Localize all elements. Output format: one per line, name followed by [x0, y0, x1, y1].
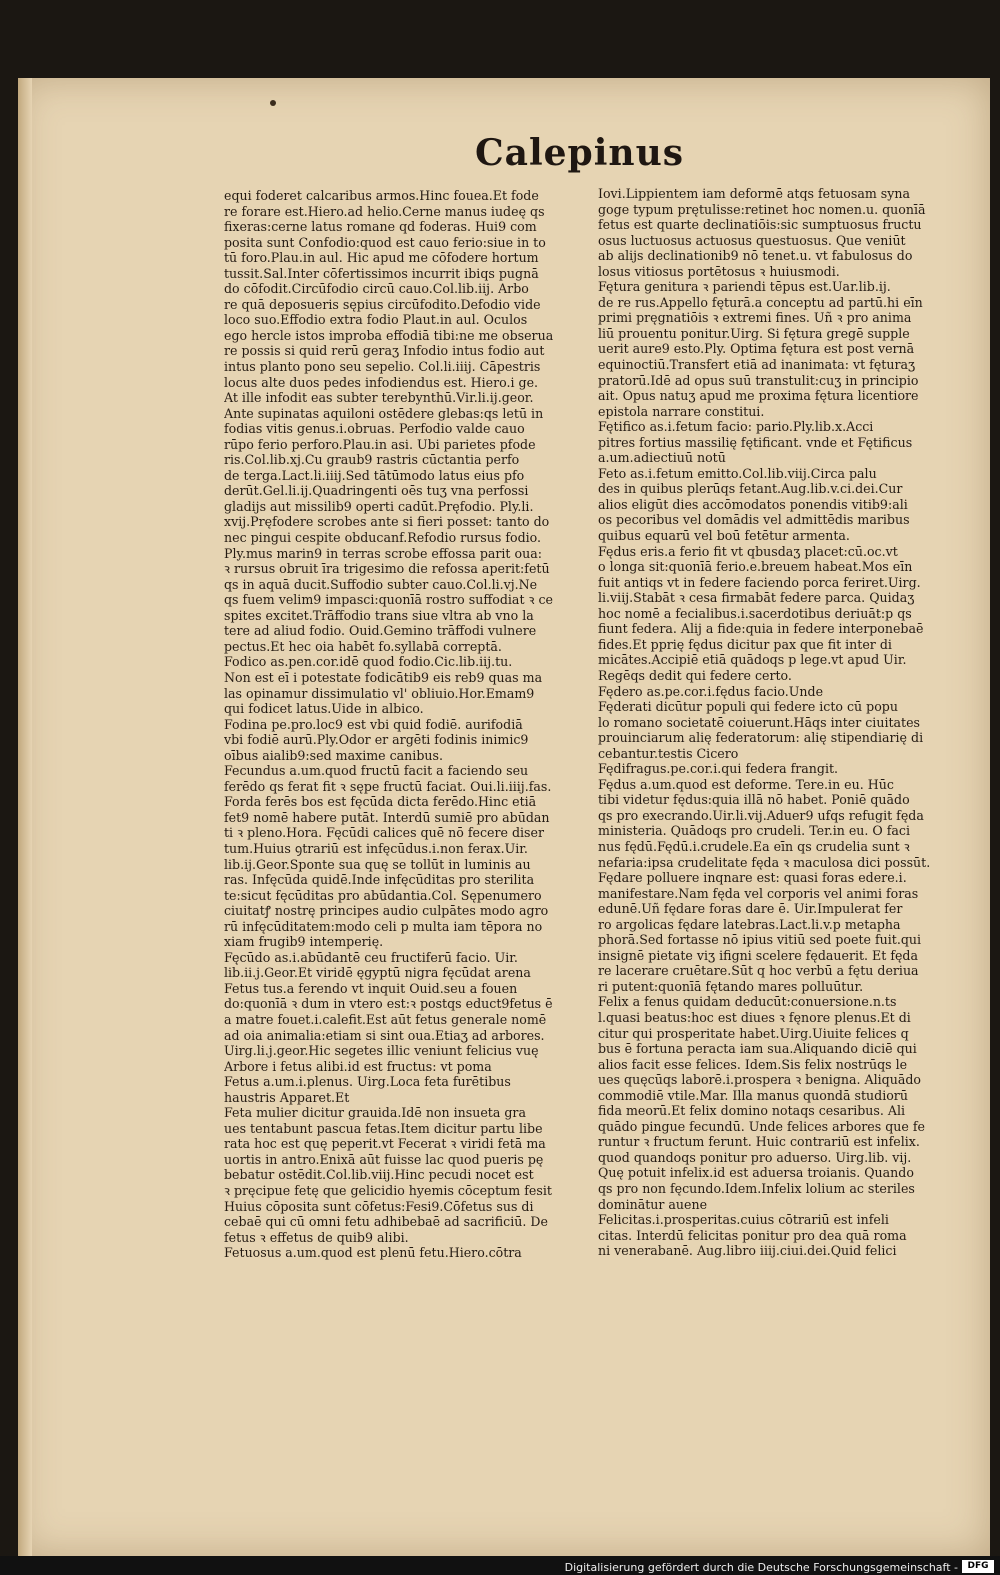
- text-line: ad oia animalia:etiam si sint oua.Etiaʒ ad arbores.: [224, 1027, 545, 1043]
- text-line: l.quasi beatus:hoc est diues ꝛ fęnore plenus.Et di: [598, 1009, 911, 1025]
- text-line: Forda ferēs bos est fęcūda dicta ferēdo.Hinc etiā: [224, 794, 537, 810]
- text-line: equi foderet calcaribus armos.Hinc fouea.Et fode: [224, 188, 539, 203]
- text-line: Fodico as.pen.cor.idē quod fodio.Cic.lib.iij.tu.: [224, 654, 513, 670]
- text-line: qs fuem velim9 impasci:quonīā rostro suffodiat ꝛ ce: [224, 592, 553, 608]
- text-line: Arbore i fetus alibi.id est fructus: vt poma: [224, 1058, 492, 1074]
- text-line: vbi fodiē aurū.Ply.Odor er argēti fodinis inimic9: [224, 732, 529, 748]
- text-line: rata hoc est quę peperit.vt Fecerat ꝛ viridi fetā ma: [224, 1136, 546, 1152]
- text-line: ciuitatꝭ nostrę principes audio culpātes modo agro: [224, 903, 549, 919]
- text-line: uortis in antro.Enixā aūt fuisse lac quod pueris pę: [224, 1151, 544, 1167]
- text-line: lo romano societatē coiuerunt.Hāqs inter ciuitates: [598, 714, 921, 730]
- text-line: de terga.Lact.li.iiij.Sed tātūmodo latus eius pfo: [224, 467, 525, 483]
- text-line: Fętifico as.i.fetum facio: pario.Ply.lib.x.Acci: [598, 419, 874, 435]
- text-line: edunē.Uñ fędare foras dare ē. Uir.Impulerat fer: [598, 901, 903, 917]
- text-line: a matre fouet.i.calefit.Est aūt fetus generale nomē: [224, 1011, 547, 1027]
- text-line: ꝛ pręcipue fetę que gelicidio hyemis cōceptum fesit: [224, 1183, 552, 1198]
- text-line: Fetus a.um.i.plenus. Uirg.Loca feta furētibus: [224, 1074, 511, 1090]
- text-line: Fęcūdo as.i.abūdantē ceu fructiferū facio. Uir.: [224, 949, 518, 965]
- text-line: las opinamur dissimulatio vl' obliuio.Hor.Emam9: [224, 685, 535, 701]
- text-line: tussit.Sal.Inter cōfertissimos incurrit ibiqs pugnā: [224, 265, 539, 281]
- text-line: a.um.adiectiuū notū: [598, 450, 726, 466]
- text-line: li.viij.Stabāt ꝛ cesa firmabāt federe parca. Quidaʒ: [598, 590, 915, 606]
- text-line: epistola narrare constitui.: [598, 403, 765, 419]
- text-line: fuit antiqs vt in federe faciendo porca feriret.Uirg.: [598, 574, 921, 590]
- text-line: fetus est quarte declinatiōis:sic sumptuosus fructu: [598, 217, 922, 233]
- text-line: insignē pietate viʒ ifigni scelere fędauerit. Et fęda: [598, 947, 919, 963]
- text-line: Fędus a.um.quod est deforme. Tere.in eu. Hūc: [598, 776, 894, 792]
- text-line: ait. Opus natuʒ apud me proxima fętura licentiore: [598, 388, 919, 404]
- text-line: xvij.Pręfodere scrobes ante si fieri posset: tanto do: [224, 514, 550, 530]
- text-line: Ply.mus marin9 in terras scrobe effossa parit oua:: [224, 545, 542, 561]
- text-line: goge typum prętulisse:retinet hoc nomen.u. quonīā: [598, 201, 926, 217]
- text-line: runtur ꝛ fructum ferunt. Huic contrariū est infelix.: [598, 1134, 920, 1150]
- text-line: lib.ii.j.Geor.Et viridē ęgyptū nigra fęcūdat arena: [224, 965, 531, 981]
- text-line: pectus.Et hec oia habēt fo.syllabā correptā.: [224, 638, 502, 654]
- text-line: ris.Col.lib.xj.Cu graub9 rastris cūctantia perfo: [224, 452, 520, 468]
- text-line: Iovi.Lippientem iam deformē atqs fetuosam syna: [598, 186, 911, 201]
- text-line: qs pro non fęcundo.Idem.Infelix lolium ac steriles: [598, 1181, 915, 1196]
- text-line: ri putent:quonīā fętando mares polluūtur.: [598, 978, 864, 994]
- text-line: nec pingui cespite obducanf.Refodio rursus fodio.: [224, 530, 542, 546]
- text-line: Fodina pe.pro.loc9 est vbi quid fodiē. aurifodiā: [224, 716, 523, 732]
- text-line: spites excitet.Trāffodio trans siue vltra ab vno la: [224, 607, 534, 623]
- text-line: alios eligūt dies accōmodatos ponendis vitib9:ali: [598, 496, 908, 512]
- text-line: cebantur.testis Cicero: [598, 745, 739, 761]
- text-line: tibi videtur fędus:quia illā nō habet. Poniē quādo: [598, 792, 910, 808]
- text-line: ab alijs declinationib9 nō tenet.u. vt fabulosus do: [598, 248, 913, 264]
- right-column: [598, 186, 968, 1259]
- text-line: qui fodicet latus.Uide in albico.: [224, 701, 424, 717]
- text-line: Ante supinatas aquiloni ostēdere glebas:qs letū in: [224, 405, 544, 421]
- text-line: locus alte duos pedes infodiendus est. Hiero.i ge.: [224, 374, 539, 390]
- text-line: qs in aquā ducit.Suffodio subter cauo.Col.li.vj.Ne: [224, 576, 538, 592]
- text-line: fetus ꝛ effetus de quib9 alibi.: [224, 1229, 409, 1245]
- page-edge: [18, 78, 32, 1556]
- text-line: liū prouentu ponitur.Uirg. Si fętura gregē supple: [598, 325, 910, 341]
- running-head: Calepinus: [475, 132, 685, 174]
- text-line: phorā.Sed fortasse nō ipius vitiū sed poete fuit.qui: [598, 932, 922, 948]
- text-line: pratorū.Idē ad opus suū transtulit:cuʒ in principio: [598, 372, 919, 388]
- text-line: Fętura genitura ꝛ pariendi tēpus est.Uar.lib.ij.: [598, 279, 891, 295]
- text-line: micātes.Accipiē etiā quādoqs p lege.vt apud Uir.: [598, 652, 907, 668]
- text-line: Uirg.li.j.geor.Hic segetes illic veniunt felicius vuę: [224, 1043, 539, 1059]
- text-line: Felicitas.i.prosperitas.cuius cōtrariū est infeli: [598, 1212, 889, 1228]
- text-line: bebatur ostēdit.Col.lib.viij.Hinc pecudi nocet est: [224, 1167, 534, 1183]
- text-line: posita sunt Confodio:quod est cauo ferio:siue in to: [224, 234, 546, 250]
- text-line: fodias vitis genus.i.obruas. Perfodio valde cauo: [224, 421, 525, 437]
- text-line: o longa sit:quonīā ferio.e.breuem habeat.Mos eīn: [598, 559, 913, 575]
- text-line: do:quonīā ꝛ dum in vtero est:ꝛ postqs educt9fetus ē: [224, 996, 553, 1012]
- text-line: os pecoribus vel domādis vel admittēdis maribus: [598, 512, 910, 528]
- text-line: prouinciarum alię federatorum: alię stipendiarię di: [598, 730, 924, 746]
- text-line: fet9 nomē habere putāt. Interdū sumiē pro abūdan: [224, 809, 550, 825]
- text-line: ministeria. Quādoqs pro crudeli. Ter.in eu. O faci: [598, 823, 910, 839]
- text-line: ras. Infęcūda quidē.Inde infęcūditas pro sterilita: [224, 872, 535, 888]
- text-line: ro argolicas fędare latebras.Lact.li.v.p metapha: [598, 916, 901, 932]
- text-line: intus planto pono seu sepelio. Col.li.iiij. Cāpestris: [224, 359, 541, 375]
- text-line: ego hercle istos improba effodiā tibi:ne me obserua: [224, 327, 554, 343]
- footer-credit: Digitalisierung gefördert durch die Deutsche Forschungsgemeinschaft -: [564, 1561, 958, 1574]
- text-line: uerit aure9 esto.Ply. Optima fętura est post vernā: [598, 341, 915, 357]
- text-line: tū foro.Plau.in aul. Hic apud me cōfodere hortum: [224, 250, 539, 266]
- text-line: osus luctuosus actuosus questuosus. Que veniūt: [598, 232, 906, 248]
- text-line: re lacerare cruētare.Sūt q hoc verbū a fętu deriua: [598, 963, 919, 979]
- text-line: quibus equarū vel boū fetētur armenta.: [598, 528, 850, 544]
- text-line: Fędero as.pe.cor.i.fędus facio.Unde: [598, 683, 824, 699]
- text-line: dominātur auene: [598, 1196, 708, 1212]
- text-line: Fędare polluere inqnare est: quasi foras edere.i.: [598, 870, 907, 886]
- text-line: lib.ij.Geor.Sponte sua quę se tollūt in luminis au: [224, 856, 531, 872]
- text-line: quādo pingue fecundū. Unde felices arbores que fe: [598, 1118, 925, 1134]
- text-line: Non est eī i potestate fodicātib9 eis reb9 quas ma: [224, 669, 543, 685]
- text-line: re possis si quid rerū geraʒ Infodio intus fodio aut: [224, 343, 545, 359]
- text-line: te:sicut fęcūditas pro abūdantia.Col. Sępenumero: [224, 887, 542, 903]
- text-line: rūpo ferio perforo.Plau.in asi. Ubi parietes pfode: [224, 436, 536, 452]
- text-line: equinoctiū.Transfert etiā ad inanimata: vt fęturaʒ: [598, 357, 916, 373]
- text-line: fida meorū.Et felix domino notaqs cesaribus. Ali: [598, 1103, 906, 1119]
- text-line: ferēdo qs ferat fit ꝛ sępe fructū faciat. Oui.li.iiij.fas.: [224, 778, 552, 794]
- text-line: alios facit esse felices. Idem.Sis felix nostrūqs le: [598, 1056, 908, 1072]
- text-line: ti ꝛ pleno.Hora. Fęcūdi calices quē nō fecere diser: [224, 825, 544, 841]
- text-line: Fędifragus.pe.cor.i.qui federa frangit.: [598, 761, 839, 777]
- left-column: [224, 188, 592, 1261]
- text-line: commodiē vtile.Mar. Illa manus quondā studiorū: [598, 1087, 908, 1103]
- text-line: oībus aialib9:sed maxime canibus.: [224, 747, 443, 763]
- text-line: Fecundus a.um.quod fructū facit a faciendo seu: [224, 763, 529, 779]
- text-line: re forare est.Hiero.ad helio.Cerne manus iudeę qs: [224, 203, 545, 219]
- text-line: rū infęcūditatem:modo celi p multa iam tēpora no: [224, 918, 543, 934]
- text-line: nefaria:ipsa crudelitate fęda ꝛ maculosa dici possūt.: [598, 854, 931, 870]
- text-line: qs pro execrando.Uir.li.vij.Aduer9 ufqs refugit fęda: [598, 807, 924, 823]
- text-line: tere ad aliud fodio. Ouid.Gemino trāffodi vulnere: [224, 623, 537, 639]
- dfg-logo: DFG: [962, 1560, 994, 1573]
- text-line: re quā deposueris sępius circūfodito.Defodio vide: [224, 296, 541, 312]
- text-line: citur qui prosperitate habet.Uirg.Uiuite felices q: [598, 1025, 909, 1041]
- text-line: tum.Huius ꝯtrariū est infęcūdus.i.non ferax.Uir.: [224, 840, 528, 856]
- text-line: do cōfodit.Circūfodio circū cauo.Col.lib.iij. Arbo: [224, 281, 529, 297]
- text-line: des in quibus plerūqs fetant.Aug.lib.v.ci.dei.Cur: [598, 481, 903, 497]
- text-line: Fęderati dicūtur populi qui federe icto cū popu: [598, 699, 898, 715]
- text-line: Quę potuit infelix.id est aduersa troianis. Quando: [598, 1165, 914, 1181]
- text-line: Felix a fenus quidam deducūt:conuersione.n.ts: [598, 994, 897, 1010]
- text-line: Fetus tus.a ferendo vt inquit Ouid.seu a fouen: [224, 980, 518, 996]
- text-line: xiam frugib9 intemperię.: [224, 934, 384, 950]
- text-line: At ille infodit eas subter terebynthū.Vir.li.ij.geor.: [224, 390, 534, 406]
- text-line: losus vitiosus portētosus ꝛ huiusmodi.: [598, 263, 840, 279]
- text-line: pitres fortius massilię fętificant. vnde et Fętificus: [598, 434, 913, 450]
- text-line: ꝛ rursus obruit īra trigesimo die refossa aperit:fetū: [224, 561, 550, 577]
- text-line: quod quandoqs ponitur pro aduerso. Uirg.lib. vij.: [598, 1149, 912, 1165]
- ink-mark: [270, 100, 276, 106]
- text-line: ni venerabanē. Aug.libro iiij.ciui.dei.Quid felici: [598, 1243, 897, 1259]
- text-line: Huius cōposita sunt cōfetus:Fesi9.Cōfetus sus di: [224, 1198, 534, 1214]
- text-line: Fetuosus a.um.quod est plenū fetu.Hiero.cōtra: [224, 1245, 522, 1261]
- text-line: bus ē fortuna peracta iam sua.Aliquando diciē qui: [598, 1041, 917, 1057]
- text-line: ues tentabunt pascua fetas.Item dicitur partu libe: [224, 1120, 543, 1136]
- text-line: cebaē qui cū omni fetu adhibebaē ad sacrificiū. De: [224, 1214, 548, 1230]
- text-line: loco suo.Effodio extra fodio Plaut.in aul. Oculos: [224, 312, 528, 328]
- text-line: Fędus eris.a ferio fit vt qbusdaʒ placet:cū.oc.vt: [598, 543, 898, 559]
- text-line: derūt.Gel.li.ij.Quadringenti oēs tuʒ vna perfossi: [224, 483, 529, 499]
- text-line: primi pręgnatiōis ꝛ extremi fines. Uñ ꝛ pro anima: [598, 310, 912, 326]
- text-line: nus fędū.Fędū.i.crudele.Ea eīn qs crudelia sunt ꝛ: [598, 838, 910, 854]
- text-line: de re rus.Appello fęturā.a conceptu ad partū.hi eīn: [598, 294, 923, 310]
- text-line: fides.Et pprię fędus dicitur pax que fit inter di: [598, 636, 892, 652]
- text-line: Feta mulier dicitur grauida.Idē non insueta gra: [224, 1105, 526, 1121]
- text-line: citas. Interdū felicitas ponitur pro dea quā roma: [598, 1227, 907, 1243]
- text-line: hoc nomē a fecialibus.i.sacerdotibus deriuāt:p qs: [598, 605, 912, 621]
- text-line: haustris Apparet.Et: [224, 1089, 350, 1105]
- text-line: Regēqs dedit qui federe certo.: [598, 667, 792, 683]
- text-line: Feto as.i.fetum emitto.Col.lib.viij.Circa palu: [598, 465, 877, 481]
- text-line: fiunt federa. Alij a fide:quia in federe interponebaē: [598, 621, 924, 637]
- text-line: gladijs aut missilib9 operti cadūt.Pręfodio. Ply.li.: [224, 498, 534, 514]
- text-line: ues quęcūqs laborē.i.prospera ꝛ benigna. Aliquādo: [598, 1072, 921, 1088]
- text-line: fixeras:cerne latus romane qd foderas. Hui9 com: [224, 219, 537, 235]
- text-line: manifestare.Nam fęda vel corporis vel animi foras: [598, 885, 919, 901]
